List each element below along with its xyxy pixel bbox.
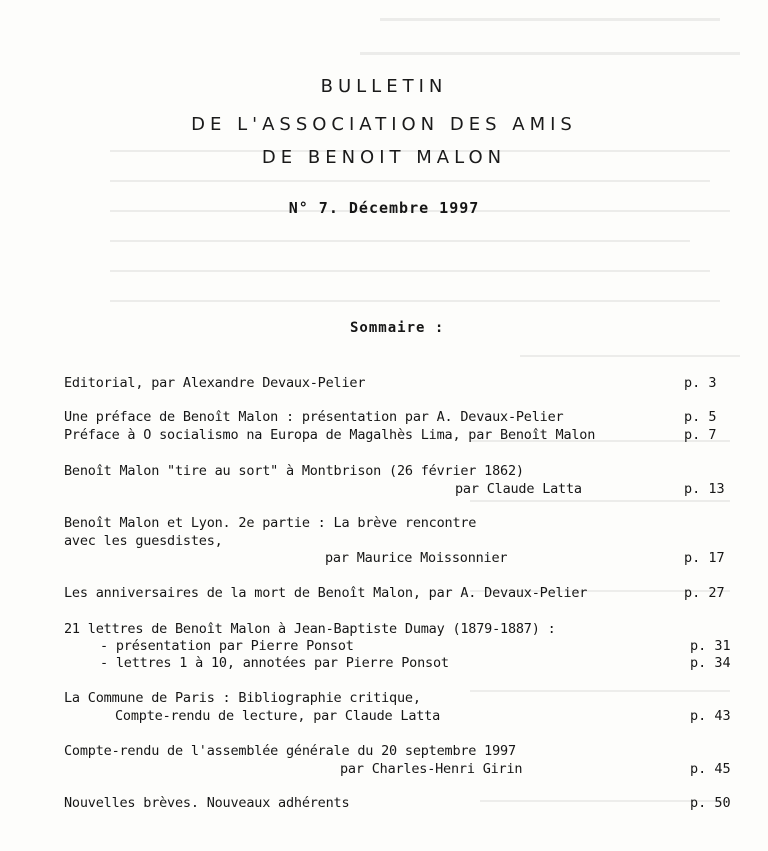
toc-entry-nouvelles: Nouvelles brèves. Nouveaux adhérents (64, 795, 350, 811)
toc-author-assemblee: par Charles-Henri Girin (340, 761, 523, 777)
toc-page-lettres: p. 34 (690, 655, 731, 671)
toc-entry-preface-presentation: Une préface de Benoît Malon : présentation par A. Devaux-Pelier (64, 409, 564, 425)
toc-page-presentation: p. 31 (690, 638, 731, 654)
toc-entry-anniversaires: Les anniversaires de la mort de Benoît Malon, par A. Devaux-Pelier (64, 585, 588, 601)
toc-author-tire-au-sort: par Claude Latta (455, 481, 582, 497)
toc-entry-commune: La Commune de Paris : Bibliographie critique, (64, 690, 421, 706)
toc-entry-preface-socialismo: Préface à O socialismo na Europa de Magalhès Lima, par Benoît Malon (64, 427, 596, 443)
toc-entry-assemblee: Compte-rendu de l'assemblée générale du 20 septembre 1997 (64, 743, 516, 759)
toc-page-commune: p. 43 (690, 708, 731, 724)
toc-author-malon-lyon: par Maurice Moissonnier (325, 550, 508, 566)
issue-number: N° 7. Décembre 1997 (288, 199, 480, 217)
toc-page-nouvelles: p. 50 (690, 795, 731, 811)
toc-entry-tire-au-sort: Benoît Malon "tire au sort" à Montbrison (26 février 1862) (64, 463, 524, 479)
toc-sub-presentation: - présentation par Pierre Ponsot (100, 638, 354, 654)
toc-entry-malon-lyon: Benoît Malon et Lyon. 2e partie : La brève rencontre (64, 515, 477, 531)
toc-entry-malon-lyon-cont: avec les guesdistes, (64, 533, 223, 549)
toc-page-editorial: p. 3 (684, 375, 717, 391)
malon-title: DE BENOIT MALON (261, 147, 507, 168)
toc-page-malon-lyon: p. 17 (684, 550, 725, 566)
toc-page-anniversaires: p. 27 (684, 585, 725, 601)
sommaire-heading: Sommaire : (350, 320, 445, 336)
toc-page-preface-socialismo: p. 7 (684, 427, 717, 443)
bulletin-title: BULLETIN (320, 76, 448, 97)
toc-page-tire-au-sort: p. 13 (684, 481, 725, 497)
toc-sub-lettres: - lettres 1 à 10, annotées par Pierre Ponsot (100, 655, 449, 671)
toc-page-assemblee: p. 45 (690, 761, 731, 777)
association-title: DE L'ASSOCIATION DES AMIS (191, 114, 577, 135)
toc-entry-commune-cont: Compte-rendu de lecture, par Claude Latta (115, 708, 441, 724)
toc-entry-editorial: Editorial, par Alexandre Devaux-Pelier (64, 375, 366, 391)
toc-page-preface-presentation: p. 5 (684, 409, 717, 425)
toc-entry-21-lettres: 21 lettres de Benoît Malon à Jean-Baptiste Dumay (1879-1887) : (64, 621, 556, 637)
